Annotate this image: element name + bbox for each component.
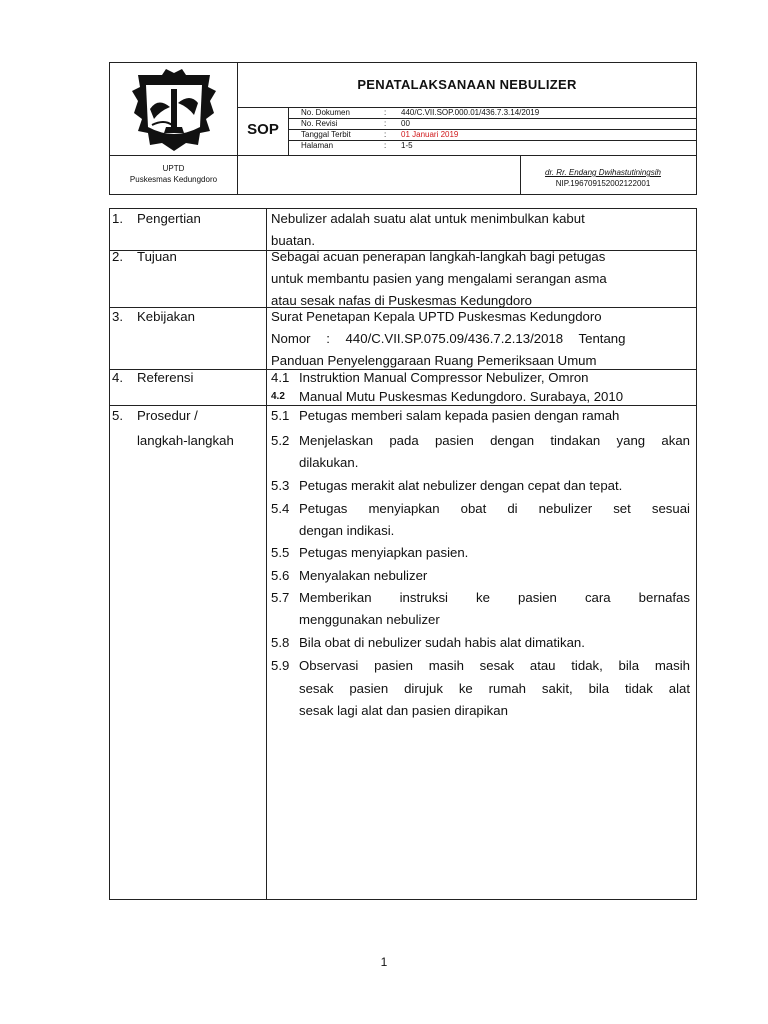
step-text: dilakukan. [299, 455, 359, 470]
step-text: Bila obat di nebulizer sudah habis alat dimatikan. [299, 635, 585, 650]
step-number: 5.7 [271, 590, 290, 605]
sop-content-table [109, 208, 697, 900]
step-number: 5.3 [271, 478, 290, 493]
step-text: Menyalakan nebulizer [299, 568, 428, 583]
procedure-step [271, 430, 690, 453]
sop-header-box [109, 62, 697, 195]
meta-key: Tanggal Terbit [301, 130, 351, 139]
section-label: Tujuan [137, 249, 177, 264]
meta-key: Halaman [301, 141, 334, 150]
step-number: 5.9 [271, 658, 290, 673]
section-label: Prosedur / [137, 408, 198, 423]
item-text: Manual Mutu Puskesmas Kedungdoro. Surabaya, 2010 [299, 389, 624, 404]
surabaya-crest-logo [124, 67, 224, 151]
step-text: Memberikan instruksi ke pasien cara bernafas [299, 590, 690, 605]
meta-value: 00 [401, 119, 410, 128]
section-text: Surat Penetapan Kepala UPTD Puskesmas Kedungdoro [271, 309, 602, 324]
meta-row-issue-date [289, 130, 696, 141]
step-text: Observasi pasien masih sesak atau tidak, bila masih [299, 658, 690, 673]
signer-name: dr. Rr. Endang Dwihastutiningsih [545, 168, 661, 177]
section-number: 2. [112, 249, 123, 264]
step-text: Petugas menyiapkan pasien. [299, 545, 469, 560]
step-text: menggunakan nebulizer [299, 612, 440, 627]
org-line: Puskesmas Kedungdoro [129, 175, 218, 184]
section-label: Referensi [137, 370, 194, 385]
meta-colon: : [384, 119, 387, 128]
step-number: 5.5 [271, 545, 290, 560]
section-text: Nebulizer adalah suatu alat untuk menimbulkan kabut [271, 211, 585, 226]
meta-colon: : [384, 141, 387, 150]
procedure-step [271, 565, 690, 588]
procedure-step [271, 542, 690, 565]
signer-nip: NIP.196709152002122001 [555, 179, 651, 188]
step-text: Petugas menyiapkan obat di nebulizer set sesuai [299, 501, 690, 516]
procedure-step [271, 587, 690, 610]
item-text: Instruktion Manual Compressor Nebulizer, Omron [299, 370, 589, 385]
meta-key: No. Dokumen [301, 108, 350, 117]
section-number: 4. [112, 370, 123, 385]
item-number: 4.1 [271, 370, 290, 385]
procedure-step [271, 475, 690, 498]
section-text: Sebagai acuan penerapan langkah-langkah bagi petugas [271, 249, 606, 264]
divider [110, 155, 696, 156]
meta-row-revision [289, 119, 696, 130]
step-number: 5.1 [271, 408, 290, 423]
organization-name [110, 163, 237, 185]
section-label: Kebijakan [137, 309, 195, 324]
meta-row-page [289, 141, 696, 151]
section-label: Pengertian [137, 211, 201, 226]
section-number: 3. [112, 309, 123, 324]
section-text: Panduan Penyelenggaraan Ruang Pemeriksaan Umum [271, 353, 597, 368]
step-text: Menjelaskan pada pasien dengan tindakan yang akan [299, 433, 690, 448]
item-number: 4.2 [271, 391, 285, 402]
meta-colon: : [384, 108, 387, 117]
procedure-step [271, 498, 690, 521]
step-text: sesak pasien dirujuk ke rumah sakit, bila tidak alat [299, 681, 690, 696]
org-line: UPTD [162, 164, 185, 173]
document-title: PENATALAKSANAAN NEBULIZER [357, 77, 577, 92]
sop-label: SOP [247, 121, 279, 138]
procedure-step [271, 655, 690, 678]
page-number: 1 [380, 955, 388, 969]
procedure-step [271, 405, 690, 428]
step-number: 5.6 [271, 568, 290, 583]
meta-key: No. Revisi [301, 119, 338, 128]
step-number: 5.2 [271, 433, 290, 448]
section-label: langkah-langkah [137, 433, 234, 448]
meta-value: 01 Januari 2019 [401, 130, 459, 139]
meta-row-document-number [289, 108, 696, 119]
step-text: Petugas merakit alat nebulizer dengan cepat dan tepat. [299, 478, 623, 493]
column-divider [266, 209, 267, 899]
meta-value: 1-5 [401, 141, 413, 150]
section-text: untuk membantu pasien yang mengalami serangan asma [271, 271, 607, 286]
meta-colon: : [384, 130, 387, 139]
step-text: sesak lagi alat dan pasien dirapikan [299, 703, 508, 718]
procedure-step [271, 632, 690, 655]
section-number: 1. [112, 211, 123, 226]
step-number: 5.8 [271, 635, 290, 650]
meta-value: 440/C.VII.SOP.000.01/436.7.3.14/2019 [401, 108, 540, 117]
section-text: buatan. [271, 233, 315, 248]
section-number: 5. [112, 408, 123, 423]
section-text: Nomor : 440/C.VII.SP.075.09/436.7.2.13/2018 Tentang [271, 331, 626, 346]
step-number: 5.4 [271, 501, 290, 516]
signatory [510, 167, 696, 189]
step-text: Petugas memberi salam kepada pasien dengan ramah [299, 408, 620, 423]
section-text: atau sesak nafas di Puskesmas Kedungdoro [271, 293, 532, 308]
step-text: dengan indikasi. [299, 523, 395, 538]
